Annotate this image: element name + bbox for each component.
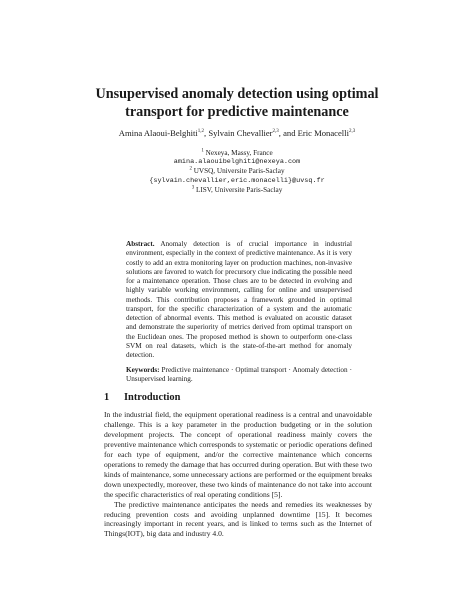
body-paragraph: The predictive maintenance anticipates the needs and remedies its weaknesses by reducing prevention costs and avoiding unplanned downtime [15]. It becomes increasingly important in recent years, and is linked to terms such as the Internet of Things(IOT), big data and industry 4.0.: [104, 499, 372, 539]
section-number: 1: [104, 392, 110, 403]
author-name: Sylvain Chevallier: [208, 128, 273, 138]
author-name: Amina Alaoui-Belghiti: [118, 128, 198, 138]
author-separator: ,: [204, 128, 209, 138]
author-separator: , and: [278, 128, 298, 138]
affiliation-mark: 1: [201, 148, 204, 154]
affiliation-block: [60, 149, 414, 195]
affiliation-text: UVSQ, Universite Paris-Saclay: [193, 167, 285, 176]
author-affiliation-mark: 1,2: [197, 129, 205, 135]
paper-title: [60, 86, 414, 121]
affiliation-text: LISV, Universite Paris-Saclay: [195, 185, 283, 194]
title-line: Unsupervised anomaly detection using optimal: [95, 86, 379, 102]
affiliation-line: [60, 186, 414, 195]
email-line: amina.alaouibelghiti@nexeya.com: [173, 158, 301, 167]
abstract-label: Abstract.: [126, 240, 155, 248]
author-affiliation-mark: 2,3: [348, 129, 356, 135]
section-heading: [104, 392, 180, 403]
affiliation-mark: 2: [189, 167, 192, 173]
email-line: {sylvain.chevallier,eric.monacelli}@uvsq.fr: [149, 176, 325, 185]
keywords-label: Keywords:: [126, 366, 160, 374]
affiliation-line: [60, 167, 414, 176]
title-line: transport for predictive maintenance: [125, 103, 349, 120]
affiliation-line: [60, 149, 414, 158]
author-list: [40, 128, 434, 139]
author-name: Eric Monacelli: [297, 128, 349, 138]
affiliation-mark: 3: [191, 185, 195, 191]
keywords-text: Predictive maintenance · Optimal transport · Anomaly detection · Unsupervised learning.: [126, 366, 352, 384]
abstract-text: Anomaly detection is of crucial importance in industrial environment, especially in the context of predictive maintenance. As it is very costly to add an extra monitoring layer on production machines, non-invasive solutions are favored to watch for precursory clue indicating the possible need for a maintenance operation. Those clues are to be detected in evolving and highly variable working environment, calling for online and unsupervised methods. This contribution proposes a framework grounded in optimal transport, for the specific characterization of a system and the automatic detection of abnormal events. This method is evaluated on acoustic dataset and demonstrate the superiority of metrics derived from optimal transport on the Euclidean ones. The proposed method is shown to outperform one-class SVM on real datasets, which is the state-of-the-art method for anomaly detection.: [126, 240, 352, 359]
affiliation-text: Nexeya, Massy, France: [205, 149, 273, 157]
body-paragraph: In the industrial field, the equipment operational readiness is a central and unavoidable challenge. This is a key parameter in the production budgeting or in the solution development projects. The concept of operational readiness mainly covers the preventive maintenance which corresponds to systematic or periodic operations defined for each type of equipment, and/or the corrective maintenance which concerns operations to remedy the damage that has occurred during operation. But with these two kinds of maintenance, some unnecessary actions are performed or the equipment breaks down unexpectedly, moreover, these two kinds of maintenance do not take into account the specific characteristics of real operating conditions [5].: [104, 410, 372, 499]
author-affiliation-mark: 2,3: [272, 129, 279, 135]
abstract: [126, 240, 352, 360]
keywords: [126, 366, 352, 385]
section-title: Introduction: [124, 392, 181, 403]
section-body: [104, 410, 372, 539]
